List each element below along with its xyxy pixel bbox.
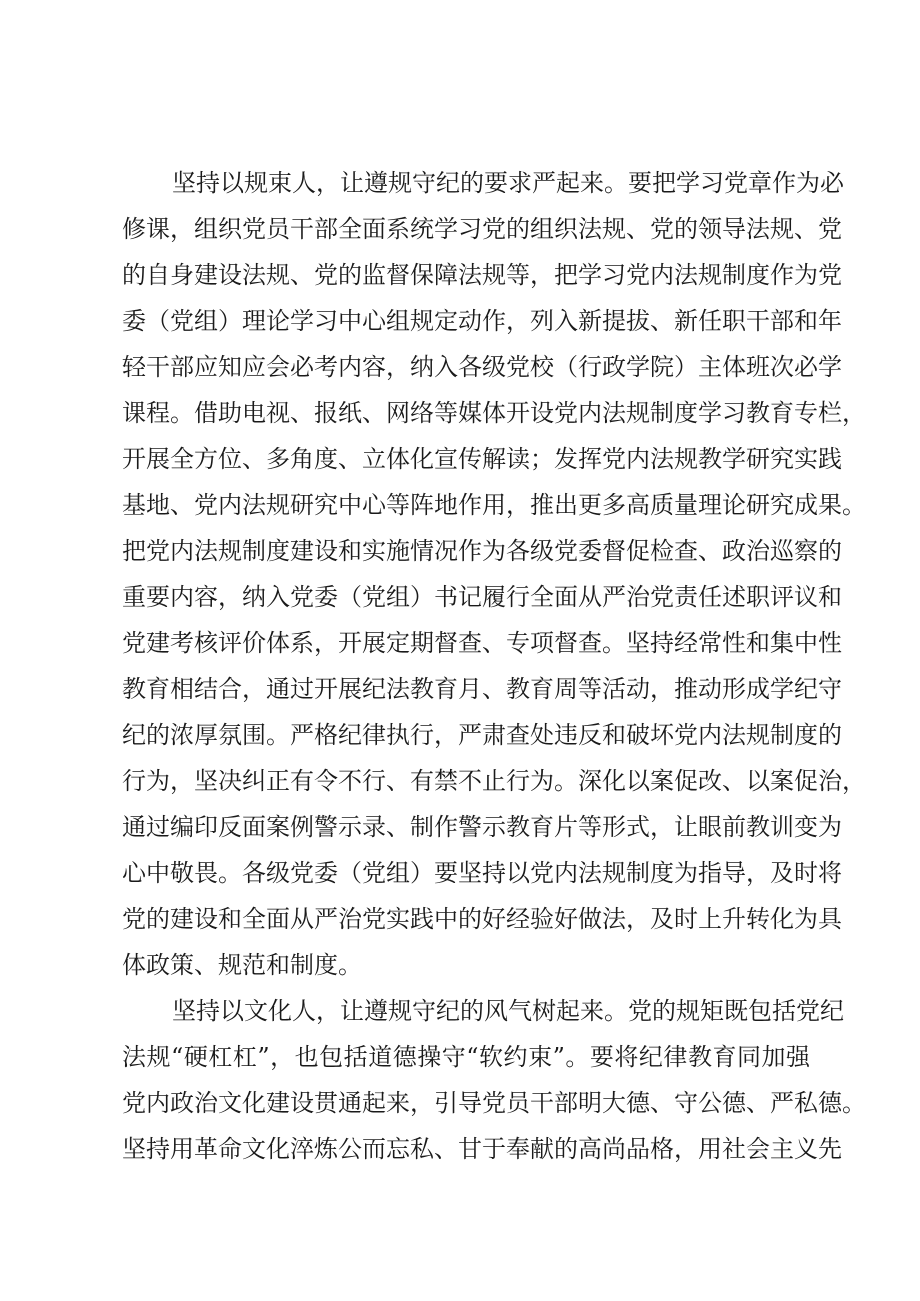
text-line: 重要内容，纳入党委（党组）书记履行全面从严治党责任述职评议和 — [122, 583, 842, 611]
text-line: 坚持以规束人，让遵规守纪的要求严起来。要把学习党章作为必 — [172, 169, 844, 197]
text-line: 心中敬畏。各级党委（党组）要坚持以党内法规制度为指导，及时将 — [122, 859, 842, 887]
text-line: 修课，组织党员干部全面系统学习党的组织法规、党的领导法规、党 — [122, 215, 842, 243]
text-line: 体政策、规范和制度。 — [122, 951, 362, 979]
text-line: 纪的浓厚氛围。严格纪律执行，严肃查处违反和破坏党内法规制度的 — [122, 721, 842, 749]
text-line: 通过编印反面案例警示录、制作警示教育片等形式，让眼前教训变为 — [122, 813, 842, 841]
text-line: 坚持以文化人，让遵规守纪的风气树起来。党的规矩既包括党纪 — [172, 997, 844, 1025]
text-line: 党内政治文化建设贯通起来，引导党员干部明大德、守公德、严私德。 — [122, 1089, 866, 1117]
text-line: 基地、党内法规研究中心等阵地作用，推出更多高质量理论研究成果。 — [122, 491, 866, 519]
text-line: 开展全方位、多角度、立体化宣传解读；发挥党内法规教学研究实践 — [122, 445, 842, 473]
text-line: 坚持用革命文化淬炼公而忘私、甘于奉献的高尚品格，用社会主义先 — [122, 1135, 842, 1163]
text-line: 把党内法规制度建设和实施情况作为各级党委督促检查、政治巡察的 — [122, 537, 842, 565]
text-line: 轻干部应知应会必考内容，纳入各级党校（行政学院）主体班次必学 — [122, 353, 842, 381]
text-line: 课程。借助电视、报纸、网络等媒体开设党内法规制度学习教育专栏， — [122, 399, 866, 427]
paragraph-2 — [122, 988, 866, 1172]
text-line: 的自身建设法规、党的监督保障法规等，把学习党内法规制度作为党 — [122, 261, 842, 289]
text-line: 委（党组）理论学习中心组规定动作，列入新提拔、新任职干部和年 — [122, 307, 842, 335]
text-line: 法规“硬杠杠”，也包括道德操守“软约束”。要将纪律教育同加强 — [122, 1043, 810, 1071]
paragraph-1 — [122, 160, 866, 988]
text-line: 党的建设和全面从严治党实践中的好经验好做法，及时上升转化为具 — [122, 905, 842, 933]
body-text — [122, 160, 866, 1172]
text-line: 党建考核评价体系，开展定期督查、专项督查。坚持经常性和集中性 — [122, 629, 842, 657]
text-line: 行为，坚决纠正有令不行、有禁不止行为。深化以案促改、以案促治， — [122, 767, 866, 795]
text-line: 教育相结合，通过开展纪法教育月、教育周等活动，推动形成学纪守 — [122, 675, 842, 703]
